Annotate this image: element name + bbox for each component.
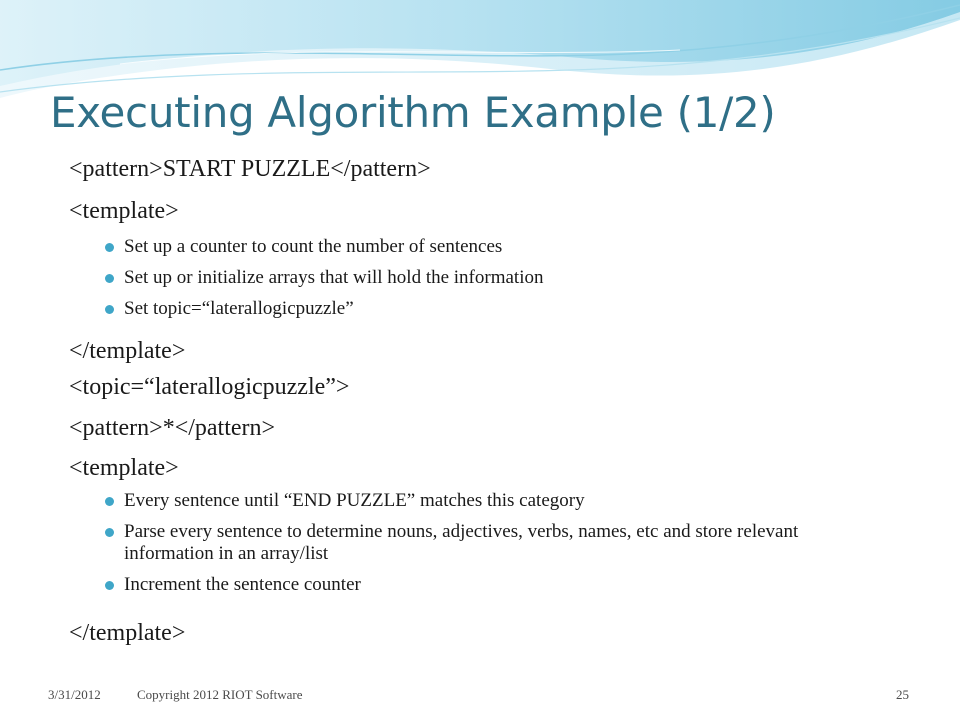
list-item: Set up a counter to count the number of sentences xyxy=(105,236,884,258)
slide-title: Executing Algorithm Example (1/2) xyxy=(50,88,776,137)
bullet-list-first-template xyxy=(105,236,884,329)
code-line-template-close: </template> xyxy=(69,338,186,364)
code-line-template-close-2: </template> xyxy=(69,620,186,646)
bullet-dot-icon xyxy=(105,243,114,252)
list-item: Set topic=“laterallogicpuzzle” xyxy=(105,298,884,320)
list-item: Set up or initialize arrays that will hold the information xyxy=(105,267,884,289)
slide-number: 25 xyxy=(896,687,909,702)
bullet-dot-icon xyxy=(105,581,114,590)
code-line-template-open: <template> xyxy=(69,198,179,224)
code-line-pattern-start: <pattern>START PUZZLE</pattern> xyxy=(69,156,431,182)
list-item: Increment the sentence counter xyxy=(105,574,884,596)
code-line-pattern-star: <pattern>*</pattern> xyxy=(69,415,276,441)
list-item: Every sentence until “END PUZZLE” matches this category xyxy=(105,490,884,512)
bullet-dot-icon xyxy=(105,528,114,537)
bullet-dot-icon xyxy=(105,497,114,506)
footer-date: 3/31/2012 xyxy=(48,687,101,702)
bullet-list-second-template xyxy=(105,490,884,605)
bullet-dot-icon xyxy=(105,274,114,283)
code-line-topic: <topic=“laterallogicpuzzle”> xyxy=(69,374,350,400)
list-item: Parse every sentence to determine nouns, adjectives, verbs, names, etc and store relevant information in an array/list xyxy=(105,521,884,565)
bullet-dot-icon xyxy=(105,305,114,314)
code-line-template-open-2: <template> xyxy=(69,455,179,481)
footer-copyright: Copyright 2012 RIOT Software xyxy=(137,687,303,702)
